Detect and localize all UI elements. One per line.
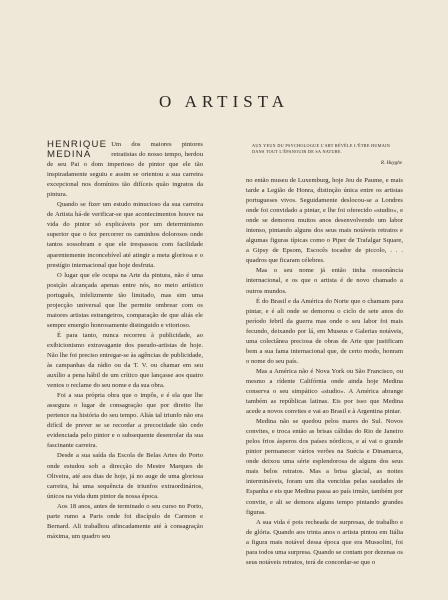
artist-last-name: MEDINA <box>47 149 92 161</box>
paragraph: A sua vida é pois recheada de surpresas, de trabalho e de glória. Quando aos trinta anos o artista pintou em Itália a figura mais notável dessa época que era Mussolini, foi para todos uma surpresa. Quando se contam por dezenas os seus notáveis retratos, terá de concordar-se que o <box>246 518 403 566</box>
paragraph: Mas a América não é Nova York ou São Francisco, ou mesmo a rídente Califórnia onde ainda hoje Medina conserva o seu simpático «studio». A América abrange também as repúblicas latinas. Eis por isso que Medina acede a novos convites e vai ao Brasil e à Argentina pintar. <box>246 367 403 416</box>
page-title: O ARTISTA <box>159 92 289 111</box>
paragraph: Foi a sua própria obra que o impôs, e é ela que lhe assegura o lugar de consagração que por direito lhe pertence na história do seu tempo. Aliás tal triunfo não era difícil de prever se se recordar a precocidade tão cedo evidenciada pelo pintor e o subsequente desenrolar da sua fascinante carreira. <box>47 392 203 450</box>
paragraph: Quando se fizer um estudo minucioso da sua carreira de Artista há-de verificar-se que acontecimentos houve na vida do pintor só explicáveis por um determinismo superior que o fez percorrer os caminhos dolorosos onde tantos sossobram e que ele trespassou com facilidade aparentemente inconcebível até atingir a meta gloriosa e o prestígio internacional que hoje desfruta. <box>47 201 203 269</box>
paragraph: Medina não se quedou pelos mares do Sul. Novos convites, e troca então as brisas cálidas do Rio de Janeiro pelos frios ásperos dos países nórdicos, e aí vai o grande pintor permanecer vários verões na Suécia e Dinamarca, onde deixou uma série esplendorosa de alguns dos seus mais belos retratos. Mas a brisa glacial, as noites intermináveis, foram um dia vencidas pelas saudades de Espanha e eis que Medina passa ao país irmão, também por convite, e ali se demora alguns tempo pintando grandes figuras. <box>246 418 403 516</box>
artist-name-heading <box>47 140 107 160</box>
paragraph: É do Brasil e da América do Norte que o chamam para pintar, e é ali onde se demorou o ciclo de sete anos do período febril da guerra mas onde o seu labor foi mais fecundo, deixando por lá, em Museus e Galerias notáveis, uma colectânea preciosa de obras de Arte que justificam bem a sua fama internacional que, de certo modo, honram o nome do seu país. <box>246 297 403 365</box>
left-column <box>47 140 203 542</box>
paragraph: no então museu de Luxemburg, hoje Jeu de Paume, e mais tarde a Legião de Honra, distinção única entre os artistas portugueses vivos. Seguidamente deslocou-se a Londres onde foi convidado a pintar, e lhe foi oferecido «studio», e onde se demorou muitos anos desenvolvendo um labor intenso, pintando alguns dos seus mais notáveis retratos e algumas figuras típicas como o Piper de Trafalgar Square, a Gipsy de Epsom, Escocês tocador de piccolo, . . . quadros que ficaram célebres. <box>246 177 403 265</box>
epigraph <box>252 143 402 155</box>
paragraph: Aos 18 anos, antes de terminado o seu curso no Porto, parte rumo a Paris onde foi discípulo de Carmon e Bernard. Ali trabalhou afincadamente até à consagração máxima, um quadro seu <box>47 502 203 540</box>
paragraph: Um dos maiores pintores retratistas do nosso tempo, herdou de seu Pai o dom imperioso de pintor que ele tão inspiradamente seguiu e assim se orientou a sua carreira excepcional nos domínios tão difíceis quão ingratos da pintura. <box>47 141 203 199</box>
paragraph: É para tanto, nunca recorreu à publicidade, ao exibicionismo extravagante dos pseudo-artistas de hoje. Não lhe foi preciso entregar-se às agências de publicidade, às campanhas da rádio ou da T. V. ou chamar em seu auxílio a pena hábil de um crítico que lançasse aos quatro ventos o reclame do seu nome e da sua obra. <box>47 331 203 390</box>
paragraph: O lugar que ele ocupa na Arte da pintura, não é uma posição alcançada apenas entre nós, no meio artístico português, infelizmente tão limitado, mas sim uma projecção universal que lhe permite ombrear com os maiores artistas estrangeiros, comparação de que aliás ele sempre emergio honrosamente distinguido e vitorioso. <box>47 271 203 329</box>
artist-first-name: HENRIQUE <box>47 139 108 150</box>
epigraph-text: AUX YEUX DU PSYCHOLOGUE L'ART RÉVÈLE L'ÊTRE HUMAIN DANS TOUT L'ÉPANOUIR DE SA NATURE. <box>252 143 391 154</box>
paragraph: Desde a sua saída da Escola de Belas Artes do Porto onde estudou sob a direcção do Mestre Marques de Oliveira, até aos dias de hoje, já no auge de uma gloriosa carreira, há uma sequência de triunfos extraordinários, únicos na vida dum pintor da nossa época. <box>47 452 203 500</box>
epigraph-author: R. Huyghe <box>380 161 402 166</box>
right-column <box>246 176 403 568</box>
paragraph: Mas o seu nome já então tinha ressonância internacional, e os que o artista é de novo chamado a outros mundos. <box>246 267 403 295</box>
